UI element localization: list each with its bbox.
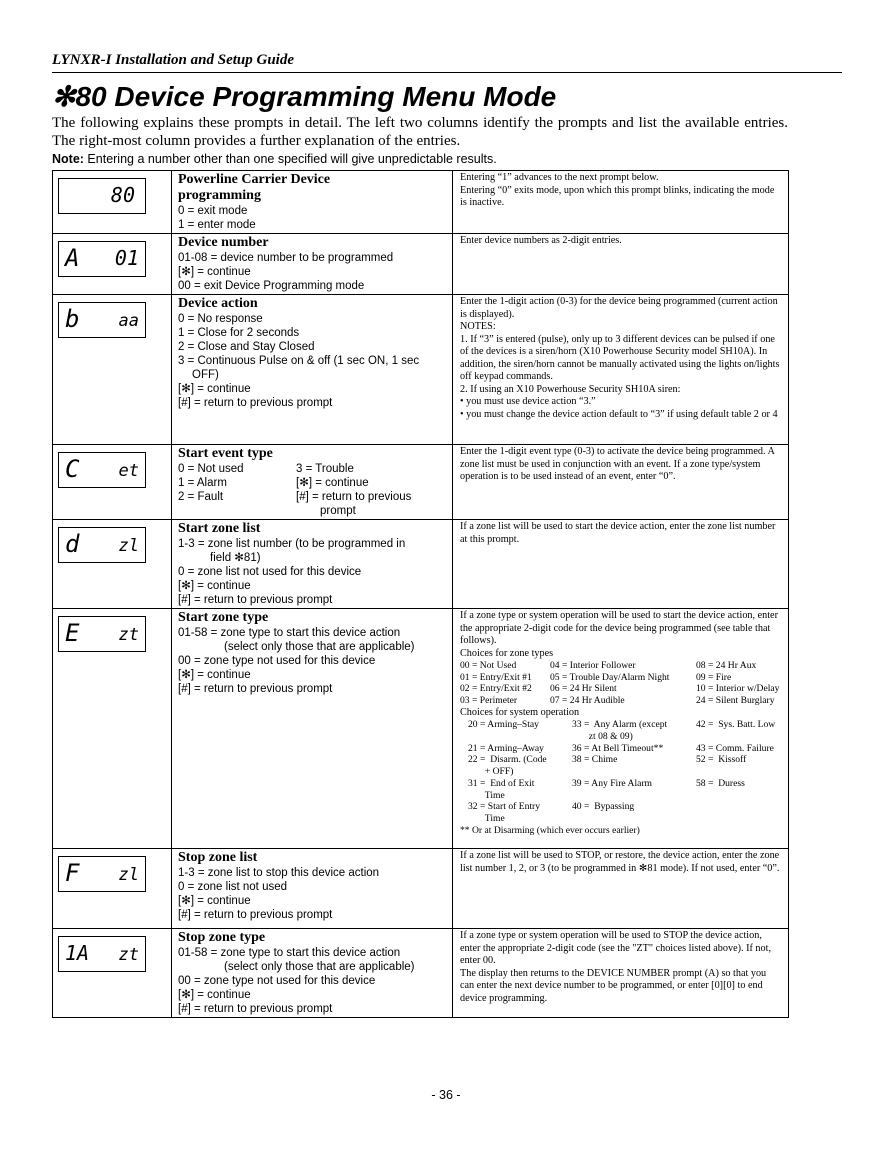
keypad-display	[58, 936, 146, 972]
event-option: [#] = return to previous	[296, 491, 412, 503]
prompt-entry: [#] = return to previous prompt	[178, 683, 333, 695]
header-rule	[52, 72, 842, 73]
event-option: 3 = Trouble	[296, 463, 354, 475]
explanation-cell	[453, 520, 789, 609]
prompt-cell	[172, 445, 453, 520]
prompt-entry: 1-3 = zone list to stop this device action	[178, 867, 380, 879]
note-label: Note:	[52, 152, 84, 166]
prompt-title: Start zone type	[178, 610, 269, 625]
system-operation-footnote	[460, 825, 781, 837]
system-op-entry: 40 = Bypassing	[572, 801, 635, 813]
zone-type-entry: 10 = Interior w/Delay	[696, 683, 780, 695]
display-prompt-letter: A	[65, 244, 80, 272]
page-title: ✻80 Device Programming Menu Mode	[52, 81, 557, 112]
system-op-entry: 32 = Start of Entry Time	[468, 801, 541, 824]
table-row	[53, 520, 789, 609]
prompt-entry: [✻] = continue	[178, 580, 251, 592]
display-code: 80	[110, 183, 135, 207]
zone-type-entry: 09 = Fire	[696, 671, 732, 683]
display-value: zl	[118, 865, 139, 885]
display-prompt-letter: b	[65, 305, 80, 333]
system-op-entry: 42 = Sys. Batt. Low	[696, 719, 776, 731]
explanation-text: Enter the 1-digit event type (0-3) to activate the device being programmed. A zone list must be used in conjunction with an event. If a zone type/system operation is to be used instead of an event, enter “0”.	[460, 446, 775, 482]
prompt-cell	[172, 171, 453, 234]
prompt-entry: 1 = Close for 2 seconds	[178, 327, 300, 339]
prompt-entry: 0 = No response	[178, 313, 263, 325]
running-header: LYNXR-I Installation and Setup Guide	[52, 52, 294, 68]
system-op-entry	[696, 801, 796, 824]
display-value: 01	[114, 246, 139, 270]
display-cell	[53, 295, 172, 445]
system-op-entry: 38 = Chime	[572, 754, 618, 766]
note-item: 1. If “3” is entered (pulse), only up to 3 different devices can be pulsed if one of the devices is a siren/horn (X10 Powerhouse Security model SH10A). In addition, the siren/horn cannot be manually activated using the lights on/lights off keypad commands.	[460, 333, 780, 382]
explanation-text: Entering “0” exits mode, upon which this prompt blinks, indicating the mode is inactive.	[460, 184, 775, 208]
prompt-entry: 2 = Close and Stay Closed	[178, 341, 315, 353]
keypad-display	[58, 616, 146, 652]
prompt-entry: 1 = enter mode	[178, 219, 256, 231]
display-prompt-letter: 1A	[65, 941, 90, 965]
prompt-entry: [#] = return to previous prompt	[178, 909, 333, 921]
zone-type-entry: 24 = Silent Burglary	[696, 695, 775, 707]
note-text: Entering a number other than one specified will give unpredictable results.	[83, 152, 497, 166]
zone-type-entry: 07 = 24 Hr Audible	[550, 695, 625, 707]
explanation-cell	[453, 295, 789, 445]
system-op-entry: 52 = Kissoff	[696, 754, 747, 766]
display-value: zt	[118, 625, 139, 645]
note	[52, 152, 788, 166]
prompt-entry: [#] = return to previous prompt	[178, 397, 333, 409]
zone-type-entry: 01 = Entry/Exit #1	[460, 671, 532, 683]
explanation-text: If a zone type or system operation will be used to STOP the device action, enter the appropriate 2-digit code (see the "ZT" choices listed above). If not, enter 00.	[460, 930, 771, 966]
zone-type-entry: 06 = 24 Hr Silent	[550, 683, 617, 695]
zone-type-entry: 04 = Interior Follower	[550, 660, 636, 671]
table-row	[53, 234, 789, 295]
display-prompt-letter: d	[65, 530, 80, 558]
prompt-cell	[172, 520, 453, 609]
event-option: 0 = Not used	[178, 463, 244, 475]
prompt-title: Stop zone type	[178, 930, 266, 945]
note-bullet: • you must change the device action default to “3” if using default table 2 or 4	[460, 408, 778, 420]
prompt-entry: field ✻81)	[210, 552, 261, 564]
display-cell	[53, 234, 172, 295]
prompt-entry: 00 = exit Device Programming mode	[178, 280, 365, 292]
table-row	[53, 171, 789, 234]
system-op-entry: 31 = End of Exit Time	[468, 777, 535, 801]
prompt-title: programming	[178, 188, 261, 203]
keypad-display	[58, 527, 146, 563]
system-op-entry: 39 = Any Fire Alarm	[572, 777, 653, 789]
system-op-entry: 22 = Disarm. (Code + OFF)	[468, 754, 547, 778]
explanation-text: If a zone list will be used to start the device action, enter the zone list number at this prompt.	[460, 521, 776, 545]
prompt-entry: 01-08 = device number to be programmed	[178, 252, 394, 264]
system-operation-table	[460, 719, 781, 824]
table-row	[53, 849, 789, 929]
keypad-display	[58, 856, 146, 892]
prompt-title: Stop zone list	[178, 850, 258, 865]
display-prompt-letter: C	[65, 455, 80, 483]
keypad-display	[58, 241, 146, 277]
display-cell	[53, 849, 172, 929]
prompt-entry: OFF)	[192, 369, 219, 381]
explanation-cell	[453, 609, 789, 849]
prompt-entry: [✻] = continue	[178, 895, 251, 907]
event-option-tail: prompt	[320, 505, 356, 517]
prompt-entry: 00 = zone type not used for this device	[178, 655, 376, 667]
explanation-text: The display then returns to the DEVICE NUMBER prompt (A) so that you can enter the next device number to be programmed, or enter [0][0] to end device programming.	[460, 967, 767, 1004]
explanation-text: If a zone list will be used to STOP, or restore, the device action, enter the zone list number 1, 2, or 3 (to be programmed in ✻81 mode). If not used, enter “0”.	[460, 850, 780, 874]
display-value: aa	[118, 311, 139, 331]
table-row	[53, 295, 789, 445]
prompt-entry: 1-3 = zone list number (to be programmed in	[178, 538, 406, 550]
explanation-cell	[453, 234, 789, 295]
zone-type-entry: 08 = 24 Hr Aux	[696, 660, 757, 671]
prompt-cell	[172, 609, 453, 849]
prompt-entry: [#] = return to previous prompt	[178, 1003, 333, 1015]
explanation-text: Enter the 1-digit action (0-3) for the device being programmed (current action is displayed).	[460, 296, 778, 320]
prompt-cell	[172, 929, 453, 1018]
footnote-text: ** Or at Disarming (which ever occurs earlier)	[460, 824, 640, 836]
prompt-entry: [✻] = continue	[178, 989, 251, 1001]
event-option: [✻] = continue	[296, 477, 369, 489]
keypad-display	[58, 178, 146, 214]
page-number: - 36 -	[431, 1088, 461, 1102]
prompt-entry: [✻] = continue	[178, 266, 251, 278]
display-cell	[53, 445, 172, 520]
prompt-entry: 01-58 = zone type to start this device action	[178, 627, 401, 639]
explanation-cell	[453, 445, 789, 520]
display-cell	[53, 609, 172, 849]
prompt-entry: 0 = zone list not used	[178, 881, 288, 893]
prompt-title: Device action	[178, 296, 258, 311]
display-cell	[53, 171, 172, 234]
explanation-cell	[453, 849, 789, 929]
prompt-title: Powerline Carrier Device	[178, 172, 331, 187]
display-value: et	[118, 461, 139, 481]
keypad-display	[58, 302, 146, 338]
event-option: 1 = Alarm	[178, 477, 227, 489]
system-op-entry: 33 = Any Alarm (except zt 08 & 09)	[572, 719, 668, 743]
zone-types-table	[460, 660, 781, 707]
event-options-row	[178, 490, 446, 504]
system-op-entry: 20 = Arming–Stay	[468, 719, 539, 731]
explanation-text: Entering “1” advances to the next prompt below.	[460, 172, 659, 183]
prompt-entry: 3 = Continuous Pulse on & off (1 sec ON, 1 sec	[178, 355, 420, 367]
zone-type-entry: 03 = Perimeter	[460, 695, 518, 707]
table-row	[53, 609, 789, 849]
keypad-display	[58, 452, 146, 488]
prompt-title: Start zone list	[178, 521, 261, 536]
system-op-entry: 43 = Comm. Failure	[696, 742, 774, 754]
prompt-entry: [✻] = continue	[178, 383, 251, 395]
prompt-cell	[172, 234, 453, 295]
prompt-entry: (select only those that are applicable)	[224, 641, 415, 653]
display-value: zt	[118, 945, 139, 965]
programming-table	[52, 170, 789, 1018]
prompt-title: Start event type	[178, 446, 273, 461]
display-cell	[53, 929, 172, 1018]
prompt-cell	[172, 295, 453, 445]
prompt-entry: 0 = zone list not used for this device	[178, 566, 362, 578]
prompt-entry: 01-58 = zone type to start this device action	[178, 947, 401, 959]
zone-type-entry: 00 = Not Used	[460, 660, 517, 671]
display-prompt-letter: F	[65, 859, 80, 887]
event-option: 2 = Fault	[178, 491, 224, 503]
notes-label: NOTES:	[460, 321, 496, 332]
explanation-text: Enter device numbers as 2-digit entries.	[460, 235, 622, 246]
table-row	[53, 445, 789, 520]
prompt-cell	[172, 849, 453, 929]
note-bullet: • you must use device action “3.”	[460, 396, 596, 407]
prompt-entry: 0 = exit mode	[178, 205, 248, 217]
prompt-entry: (select only those that are applicable)	[224, 961, 415, 973]
explanation-text: If a zone type or system operation will be used to start the device action, enter the appropriate 2-digit code for the device being programmed (see table that follows).	[460, 610, 778, 646]
table-row	[53, 929, 789, 1018]
note-item: 2. If using an X10 Powerhouse Security SH10A siren:	[460, 383, 681, 395]
intro-paragraph: The following explains these prompts in detail. The left two columns identify the prompts and list the available entries. The right-most column provides a further explanation of the entries.	[52, 115, 788, 149]
system-op-entry: 58 = Duress	[696, 777, 745, 789]
event-options-row	[178, 476, 446, 490]
zone-type-entry: 02 = Entry/Exit #2	[460, 683, 532, 695]
display-value: zl	[118, 536, 139, 556]
system-op-entry: 36 = At Bell Timeout**	[572, 742, 664, 754]
explanation-cell	[453, 929, 789, 1018]
zone-type-entry: 05 = Trouble Day/Alarm Night	[550, 671, 670, 683]
prompt-title: Device number	[178, 235, 269, 250]
prompt-entry: 00 = zone type not used for this device	[178, 975, 376, 987]
prompt-entry: [✻] = continue	[178, 669, 251, 681]
zone-types-heading: Choices for zone types	[460, 647, 554, 659]
event-options-row	[178, 462, 446, 476]
prompt-entry: [#] = return to previous prompt	[178, 594, 333, 606]
system-op-entry: 21 = Arming–Away	[468, 742, 544, 754]
display-cell	[53, 520, 172, 609]
explanation-cell	[453, 171, 789, 234]
display-prompt-letter: E	[65, 619, 80, 647]
system-operation-heading: Choices for system operation	[460, 706, 580, 718]
